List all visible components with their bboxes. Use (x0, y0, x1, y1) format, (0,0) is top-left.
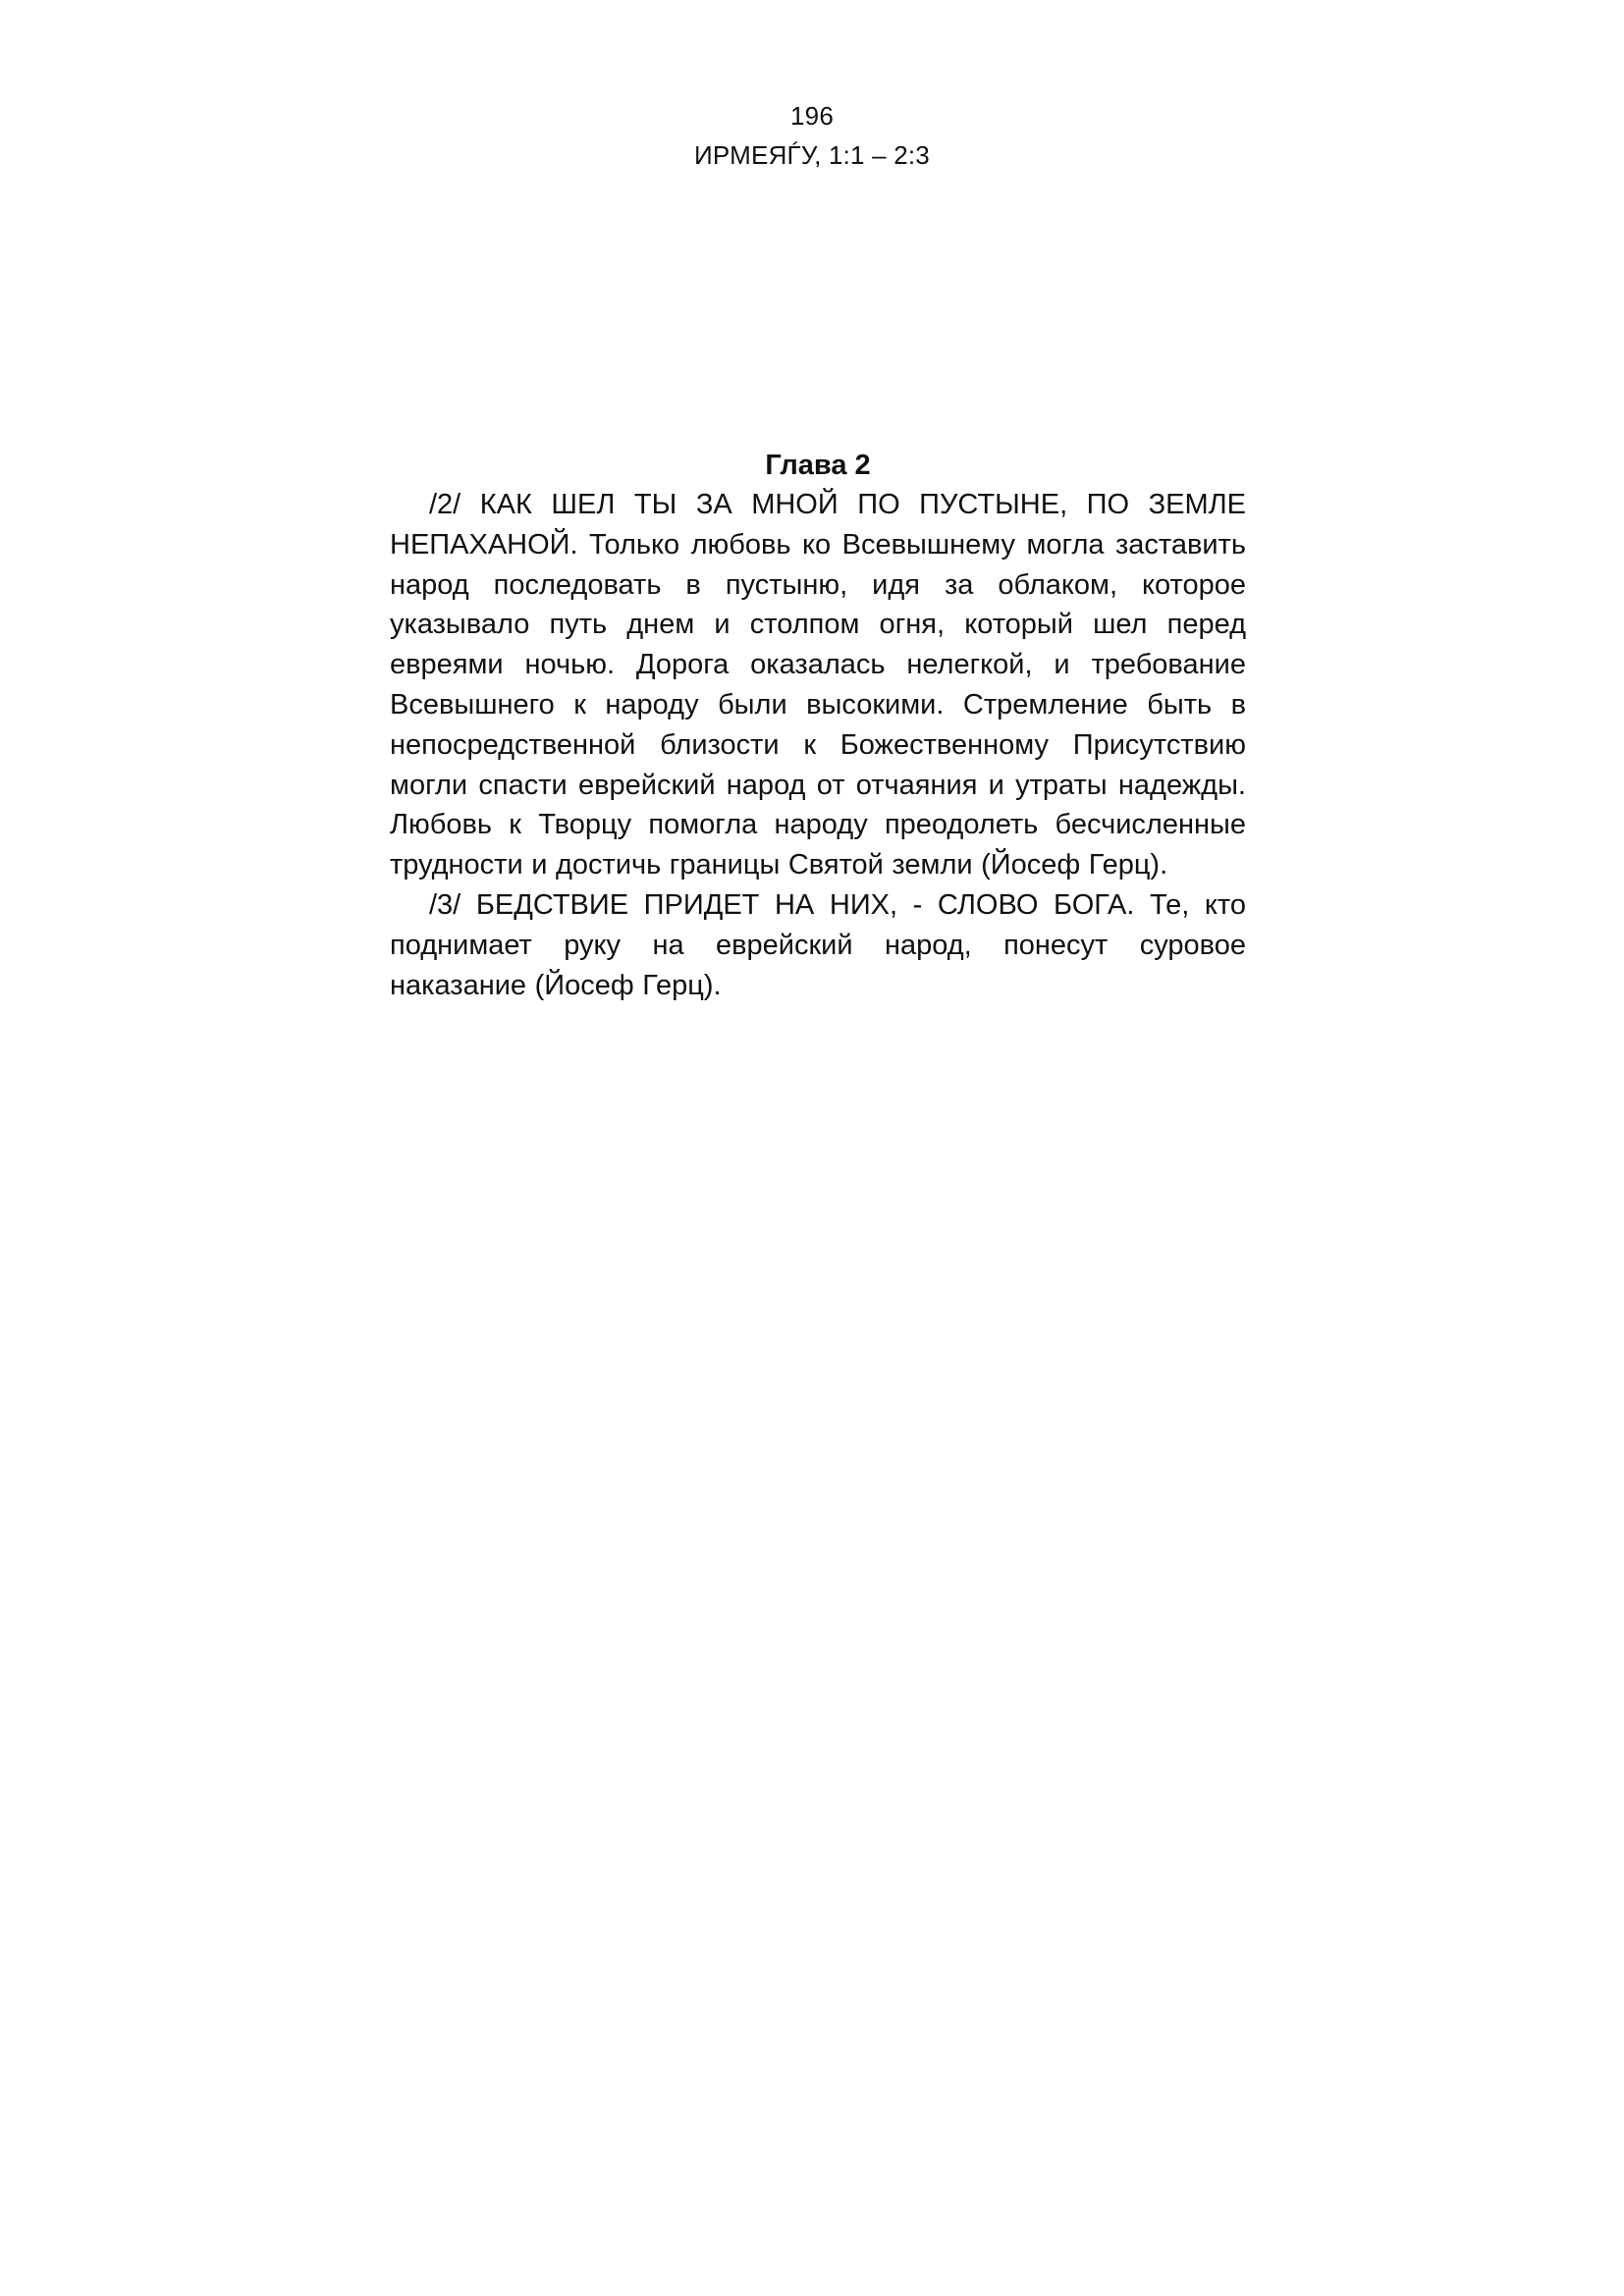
running-title: ИРМЕЯЃУ, 1:1 – 2:3 (694, 140, 930, 170)
paragraph-verse-3: /3/ БЕДСТВИЕ ПРИДЕТ НА НИХ, - СЛОВО БОГА. Те, кто поднимает руку на еврейский народ, понесут суровое наказание (Йосеф Герц). (390, 888, 1246, 1001)
paragraph-verse-2: /2/ КАК ШЕЛ ТЫ ЗА МНОЙ ПО ПУСТЫНЕ, ПО ЗЕМЛЕ НЕПАХАНОЙ. Только любовь ко Всевышнему могла заставить народ последовать в пустыню, идя за облаком, которое указывало путь днем и столпом огня, который шел перед евреями ночью. Дорога оказалась нелегкой, и требование Всевышнего к народу были высокими. Стремление быть в непосредственной близости к Божественному Присутствию могли спасти еврейский народ от отчаяния и утраты надежды. Любовь к Творцу помогла народу преодолеть бесчисленные трудности и достичь границы Святой земли (Йосеф Герц). (390, 489, 1246, 881)
page-body (390, 446, 1246, 1005)
page-number: 196 (790, 101, 834, 131)
chapter-heading: Глава 2 (765, 450, 871, 481)
